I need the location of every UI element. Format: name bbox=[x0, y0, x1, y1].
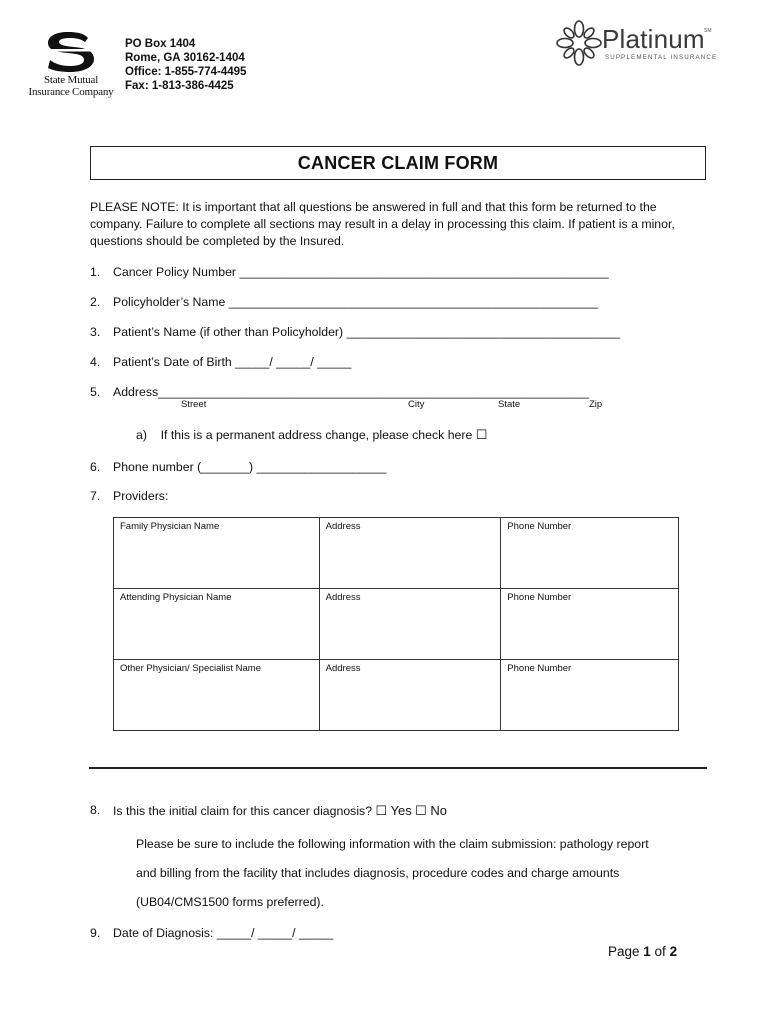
state-mutual-logo bbox=[28, 30, 114, 106]
cell-label: Address bbox=[325, 521, 361, 532]
zip-sublabel: Zip bbox=[589, 399, 603, 410]
initial-claim-question: Is this the initial claim for this cancer diagnosis? bbox=[113, 804, 373, 818]
logo-caption-line-2: Insurance Company bbox=[28, 86, 114, 98]
table-row bbox=[114, 518, 679, 589]
blank-line[interactable]: ______________________________________________________ bbox=[228, 295, 599, 309]
address-field[interactable] bbox=[113, 385, 589, 399]
instruction-line: Please be sure to include the following information with the claim submission: pathology report bbox=[136, 837, 649, 851]
patient-name-field[interactable] bbox=[113, 325, 620, 339]
providers-table bbox=[113, 517, 679, 731]
family-physician-address-cell[interactable] bbox=[319, 518, 501, 589]
address-change-checkbox[interactable]: ☐ bbox=[475, 427, 488, 442]
yes-checkbox[interactable]: ☐ Yes bbox=[375, 803, 412, 818]
cell-label: Phone Number bbox=[507, 521, 572, 532]
address-line: Rome, GA 30162-1404 bbox=[125, 52, 245, 64]
page-separator: of bbox=[650, 944, 670, 959]
other-physician-address-cell[interactable] bbox=[319, 660, 501, 731]
table-row bbox=[114, 660, 679, 731]
address-change-label: a) If this is a permanent address change, please check here bbox=[136, 428, 473, 442]
blank-line[interactable]: _____/ _____/ _____ bbox=[235, 355, 352, 369]
instruction-line: (UB04/CMS1500 forms preferred). bbox=[136, 895, 324, 909]
address-change-row bbox=[136, 427, 487, 443]
city-sublabel: City bbox=[408, 399, 425, 410]
street-sublabel: Street bbox=[181, 399, 207, 410]
attending-physician-phone-cell[interactable] bbox=[501, 589, 679, 660]
total-pages: 2 bbox=[669, 944, 678, 959]
blank-line[interactable]: _______________________________________________________________ bbox=[158, 385, 589, 399]
page-number bbox=[608, 944, 677, 959]
cell-label: Phone Number bbox=[507, 663, 572, 674]
attending-physician-address-cell[interactable] bbox=[319, 589, 501, 660]
cell-label: Attending Physician Name bbox=[120, 592, 232, 603]
policyholder-name-field[interactable] bbox=[113, 295, 598, 309]
current-page: 1 bbox=[643, 944, 651, 959]
field-label: Patient’s Date of Birth bbox=[113, 355, 232, 369]
platinum-logo bbox=[556, 18, 716, 70]
question-number: 5. bbox=[90, 385, 101, 399]
field-label: Date of Diagnosis: bbox=[113, 926, 214, 940]
page-prefix: Page bbox=[608, 944, 644, 959]
question-number: 8. bbox=[90, 803, 101, 817]
question-number: 6. bbox=[90, 460, 101, 474]
logo-caption-line-1: State Mutual bbox=[43, 74, 99, 86]
attending-physician-name-cell[interactable] bbox=[114, 589, 320, 660]
cell-label: Address bbox=[325, 663, 361, 674]
family-physician-phone-cell[interactable] bbox=[501, 518, 679, 589]
instruction-line: and billing from the facility that includes diagnosis, procedure codes and charge amounts bbox=[136, 866, 620, 880]
cell-label: Address bbox=[325, 592, 361, 603]
form-title-box bbox=[90, 146, 706, 180]
flower-icon bbox=[556, 18, 602, 68]
phone-number-field[interactable]: Phone number (_______) ___________________ bbox=[113, 460, 387, 474]
question-number: 3. bbox=[90, 325, 101, 339]
field-label: Policyholder’s Name bbox=[113, 295, 226, 309]
table-row bbox=[114, 589, 679, 660]
blank-line[interactable]: ______________________________________________________ bbox=[239, 265, 609, 279]
question-number: 1. bbox=[90, 265, 101, 279]
cell-label: Other Physician/ Specialist Name bbox=[120, 663, 261, 674]
providers-label: Providers: bbox=[113, 489, 169, 503]
question-number: 4. bbox=[90, 355, 101, 369]
blank-line[interactable]: ________________________________________ bbox=[346, 325, 621, 339]
state-mutual-s-mark-icon bbox=[28, 30, 114, 74]
blank-line[interactable]: _____/ _____/ _____ bbox=[216, 926, 334, 940]
question-number: 9. bbox=[90, 926, 101, 940]
address-line: PO Box 1404 bbox=[125, 38, 196, 50]
other-physician-name-cell[interactable] bbox=[114, 660, 320, 731]
question-number: 2. bbox=[90, 295, 101, 309]
cancer-policy-number-field[interactable] bbox=[113, 265, 609, 279]
other-physician-phone-cell[interactable] bbox=[501, 660, 679, 731]
state-sublabel: State bbox=[498, 399, 521, 410]
cell-label: Family Physician Name bbox=[120, 521, 220, 532]
date-of-diagnosis-field[interactable] bbox=[113, 926, 333, 940]
platinum-tagline: SUPPLEMENTAL INSURANCE bbox=[605, 54, 718, 61]
form-title: CANCER CLAIM FORM bbox=[297, 153, 499, 173]
platinum-wordmark: Platinum bbox=[602, 24, 705, 54]
please-note-paragraph: PLEASE NOTE: It is important that all questions be answered in full and that this form be returned to the company. Failure to complete all sections may result in a delay in processing this claim. If patient is a minor, questions should be completed by the Insured. bbox=[90, 200, 675, 248]
fax-number: Fax: 1-813-386-4425 bbox=[125, 80, 234, 92]
no-checkbox[interactable]: ☐ No bbox=[415, 803, 448, 818]
field-label: Address bbox=[113, 385, 159, 399]
family-physician-name-cell[interactable] bbox=[114, 518, 320, 589]
section-divider bbox=[89, 767, 707, 769]
field-label: Patient’s Name (if other than Policyholder) bbox=[113, 325, 344, 339]
service-mark: SM bbox=[704, 28, 712, 34]
patient-dob-field[interactable] bbox=[113, 355, 351, 369]
company-address bbox=[125, 37, 246, 93]
cell-label: Phone Number bbox=[507, 592, 572, 603]
field-label: Cancer Policy Number bbox=[113, 265, 237, 279]
question-number: 7. bbox=[90, 489, 101, 503]
office-phone: Office: 1-855-774-4495 bbox=[125, 66, 247, 78]
